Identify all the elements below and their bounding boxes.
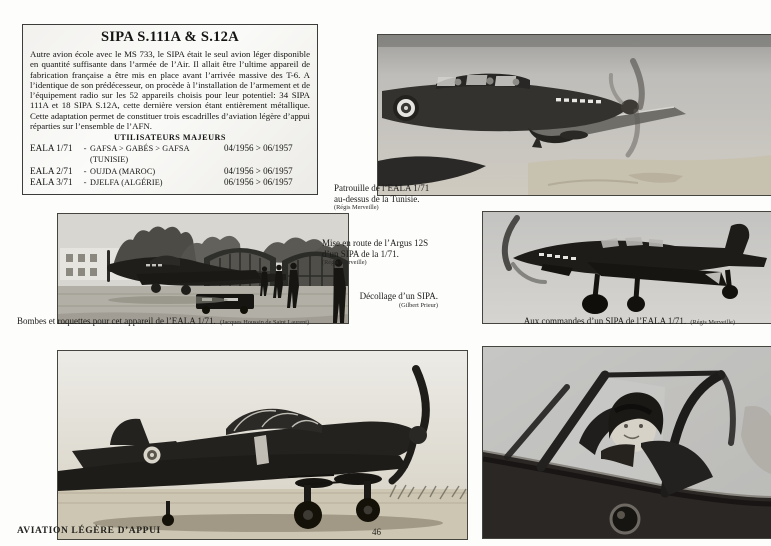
footer-title: AVIATION LÉGÈRE D’APPUI	[17, 526, 161, 536]
operator-unit: EALA 1/71	[30, 143, 73, 154]
infobox-title: SIPA S.111A & S.12A	[101, 29, 239, 45]
caption-aux-credit: (Régis Merveille)	[690, 319, 735, 326]
operator-dates: 04/1956 > 06/1957	[224, 165, 293, 176]
infobox	[22, 24, 318, 195]
caption-patrouille-credit: (Régis Merveille)	[334, 204, 379, 211]
caption-aux-text: Aux commandes d’un SIPA de l’EALA 1/71.	[523, 316, 687, 326]
operator-dash: -	[83, 165, 87, 176]
operator-dates: 04/1956 > 06/1957	[224, 143, 293, 154]
infobox-body: Autre avion école avec le MS 733, le SIPA était le seul avion léger disponible en quantité suffisante dans l’armée de l’Air. Il allait être l’ultime appareil de fabrication française a être mis en place avant l’arrivée massive des T-6. A l’identique de son prédécesseur, on procède à l’installation de l’armement et de l’équipement radio sur les 52 appareils choisis pour leur potentiel: 34 SIPA 111A et 18 SIPA S.12A, cette dernière version étant entièrement métallique. Cette adaptation permet de constituer trois escadrilles d’aviation légère d’appui réparties sur l’ensemble de l’AFN.	[30, 49, 310, 132]
photo-ground-crew	[57, 213, 349, 324]
caption-bombes-text: Bombes et roquettes pour cet appareil de l’EALA 1/71.	[17, 316, 216, 326]
operator-unit: EALA 3/71	[30, 177, 73, 188]
operator-dash: -	[83, 143, 87, 154]
caption-mise-en-route	[322, 238, 434, 267]
page-number: 46	[372, 527, 381, 537]
operators-heading: UTILISATEURS MAJEURS	[114, 133, 226, 143]
photo-pilot-cockpit	[482, 346, 771, 539]
operator-row	[30, 143, 310, 165]
caption-decollage-text: Décollage d’un SIPA.	[359, 291, 438, 301]
operator-route: DJELFA (ALGÉRIE)	[90, 178, 163, 188]
caption-decollage	[318, 291, 438, 310]
caption-aux-commandes	[315, 316, 735, 327]
operator-unit: EALA 2/71	[30, 165, 73, 176]
operator-row	[30, 177, 310, 189]
operator-row	[30, 166, 310, 178]
operator-route: GAFSA > GABÉS > GAFSA (TUNISIE)	[90, 144, 190, 164]
caption-patrouille	[334, 183, 441, 212]
caption-decollage-credit: (Gilbert Prieur)	[399, 301, 438, 309]
operator-route: OUJDA (MAROC)	[90, 166, 156, 176]
caption-bombes-credit: (Jacques Houssin de Saint Laurent)	[219, 319, 310, 326]
photo-takeoff	[482, 211, 771, 324]
caption-patrouille-text: Patrouille de l’EALA 1/71 au-dessus de la Tunisie.	[334, 183, 430, 204]
operator-dash: -	[83, 177, 87, 188]
photo-parked-armed	[57, 350, 468, 540]
photo-patrol-flight	[377, 34, 771, 196]
caption-mise-text: Mise en route de l’Argus 12S d’un SIPA de la 1/71.	[322, 238, 429, 259]
operator-dates: 06/1956 > 06/1957	[224, 177, 293, 188]
caption-mise-credit: (Régis Merveille)	[322, 259, 367, 266]
